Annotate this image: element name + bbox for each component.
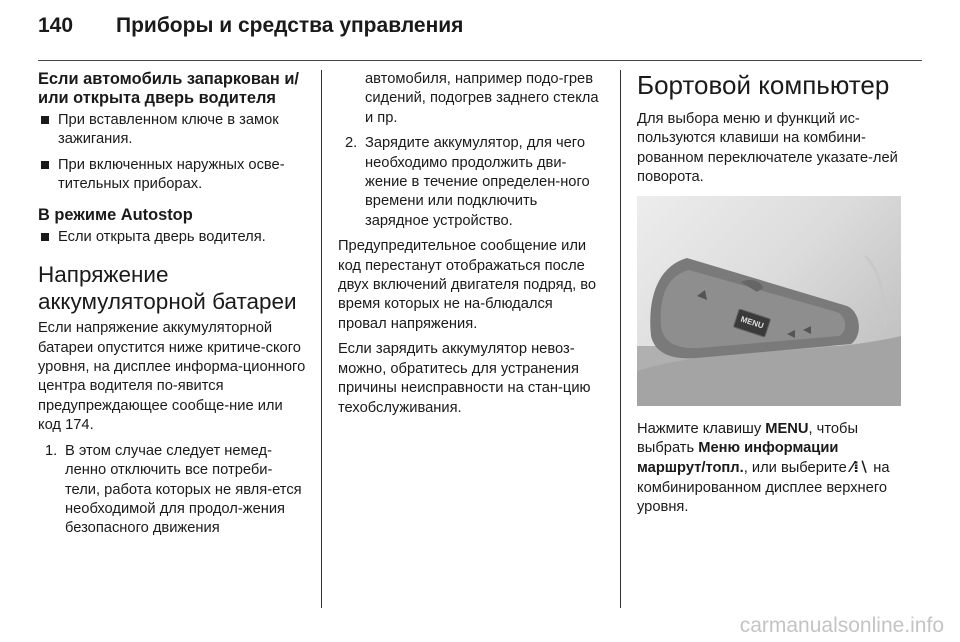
page-title: Приборы и средства управления bbox=[116, 14, 464, 37]
text-run: Нажмите клавишу bbox=[637, 420, 766, 437]
list-text: В этом случае следует немед-ленно отключить все потреби-тели, работа которых не явля-ется необходимой для продол-жения безопасного движения bbox=[65, 442, 302, 537]
bullet-item bbox=[38, 228, 306, 247]
column-2 bbox=[338, 70, 604, 424]
list-number: 1. bbox=[45, 442, 58, 459]
section-heading-autostop: В режиме Autostop bbox=[38, 206, 193, 225]
bullet-text: При вставленном ключе в замок зажигания. bbox=[58, 111, 279, 148]
ordered-list bbox=[338, 134, 604, 231]
page-header bbox=[38, 14, 463, 46]
ordered-list bbox=[38, 442, 306, 539]
text-run: , чтобы выбрать bbox=[637, 420, 859, 457]
column-divider-1 bbox=[321, 70, 322, 608]
menu-key-name: MENU bbox=[765, 420, 809, 437]
bullet-text: При включенных наружных осве-тительных приборах. bbox=[58, 156, 285, 193]
bullet-text: Если открыта дверь водителя. bbox=[58, 228, 266, 245]
menu-key: MENU bbox=[733, 308, 772, 338]
paragraph-menu-instruction bbox=[637, 420, 904, 518]
column-1 bbox=[38, 70, 306, 545]
bullet-item bbox=[38, 156, 306, 195]
paragraph: Если напряжение аккумуляторной батареи опустится ниже критиче-ского уровня, на дисплее информа-ционного центра водителя по-явится предупреждающее сообще-ние или код 174. bbox=[38, 320, 306, 434]
text-run: на комбинированном дисплее верхнего уровня. bbox=[637, 460, 890, 516]
list-item bbox=[38, 442, 306, 539]
section-heading-computer: Бортовой компьютер bbox=[637, 70, 890, 100]
bullet-item bbox=[38, 111, 306, 150]
column-divider-2 bbox=[620, 70, 621, 608]
column-3 bbox=[637, 70, 904, 524]
watermark: carmanualsonline.info bbox=[739, 614, 944, 637]
bullet-square-icon bbox=[41, 161, 49, 169]
stalk-photo bbox=[637, 196, 901, 406]
menu-name: Меню информации маршрут/топл. bbox=[637, 440, 839, 477]
bullet-square-icon bbox=[41, 233, 49, 241]
section-heading-parked: Если автомобиль запаркован и/или открыта дверь водителя bbox=[38, 70, 299, 108]
page-number: 140 bbox=[38, 14, 74, 37]
paragraph: Для выбора меню и функций ис-пользуются клавиши на комбини-рованном переключателе указате-лей поворота. bbox=[637, 111, 898, 186]
text-run: , или выберите bbox=[743, 460, 851, 477]
list-number: 2. bbox=[345, 135, 358, 152]
list-text: Зарядите аккумулятор, для чего необходимо продолжить дви-жение в течение определен-ного времени или подключить зарядное устройство. bbox=[365, 135, 590, 229]
header-rule bbox=[38, 60, 922, 61]
paragraph: Если зарядить аккумулятор невоз-можно, обратитесь для устранения причины неисправности на стан-цию техобслуживания. bbox=[338, 341, 591, 416]
paragraph: Предупредительное сообщение или код перестанут отображаться после двух включений двигателя подряд, во время которых не на-блюдался провал напряжения. bbox=[338, 238, 597, 332]
turn-signal-stalk-illustration bbox=[637, 196, 901, 406]
list-continuation: автомобиля, например подо-грев сидений, подогрев заднего стекла и пр. bbox=[365, 71, 599, 126]
section-heading-battery: Напряжение аккумуляторной батареи bbox=[38, 262, 297, 315]
list-item bbox=[338, 134, 604, 231]
trip-computer-symbol-icon: ⁄⁞∖ bbox=[850, 459, 870, 477]
bullet-square-icon bbox=[41, 116, 49, 124]
